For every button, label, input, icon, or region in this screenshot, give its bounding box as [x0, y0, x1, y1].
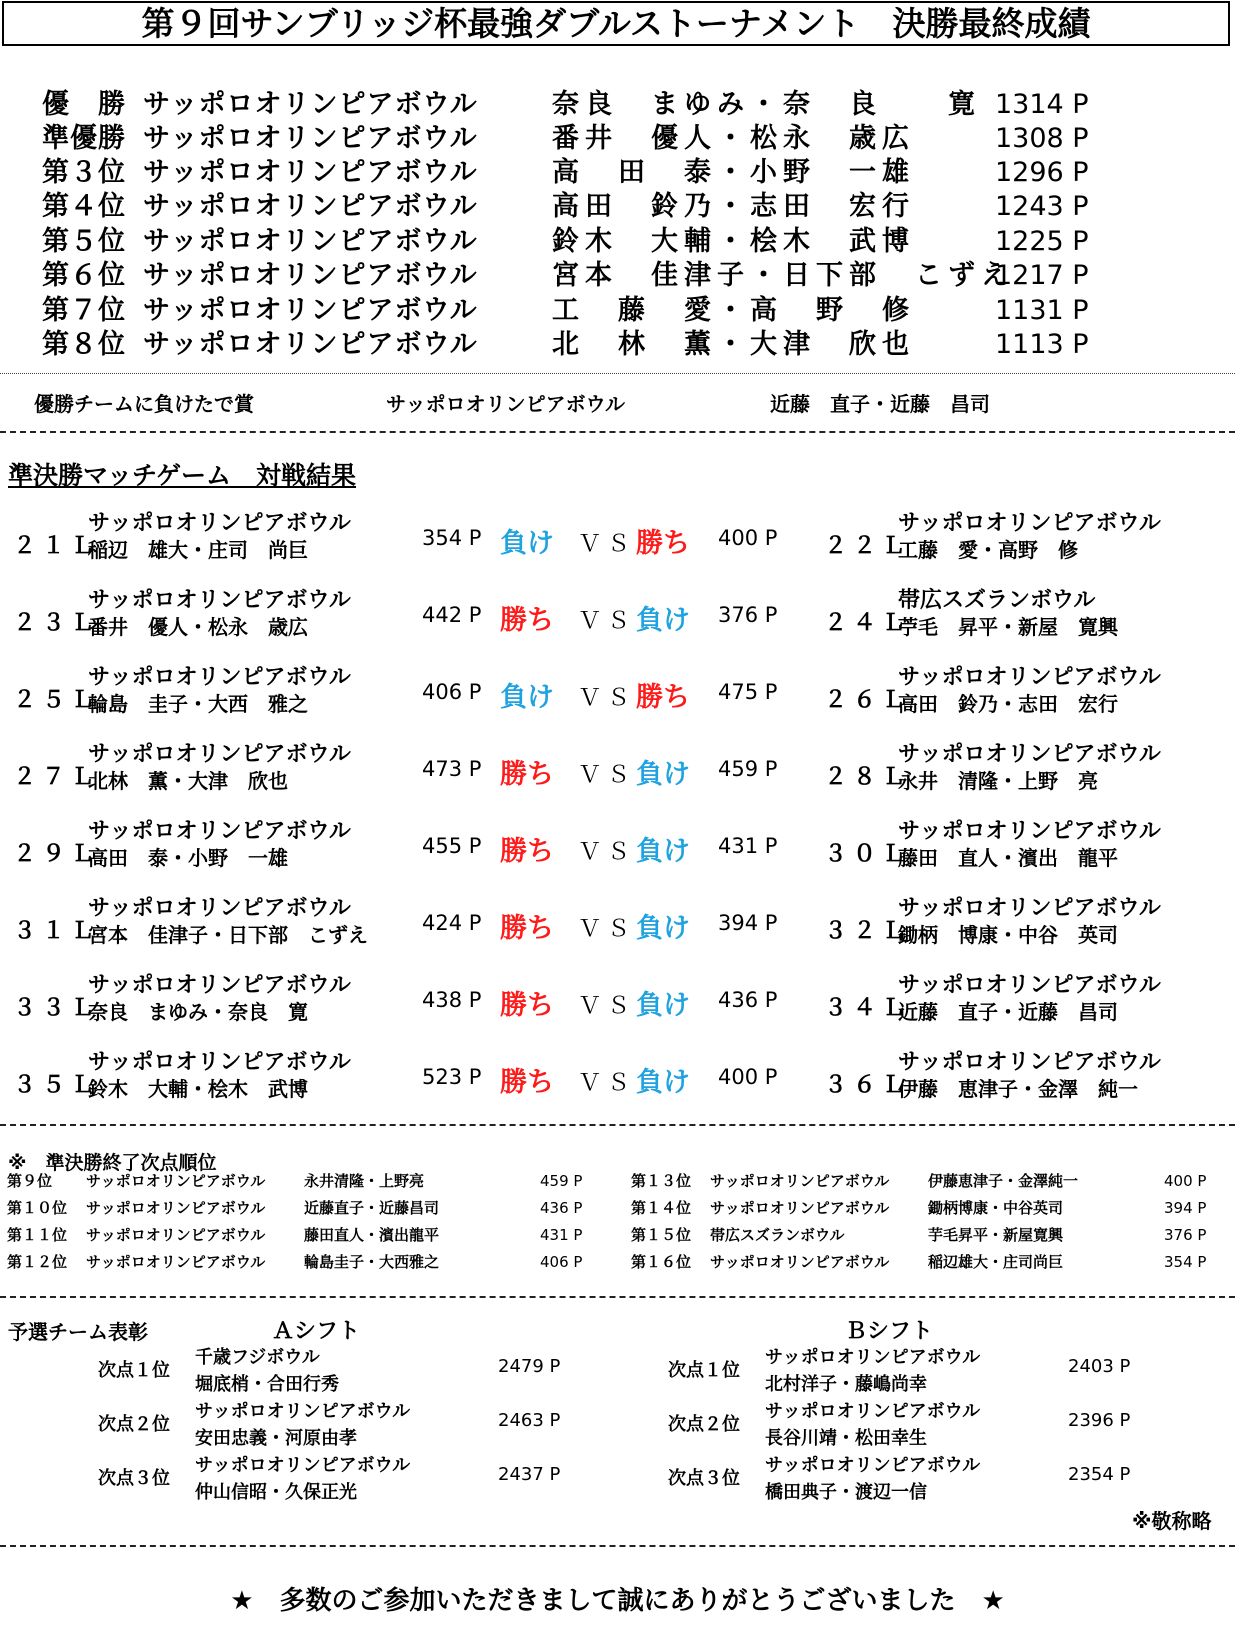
result-badge: 勝ち	[500, 1067, 554, 1098]
next-rank-position: 第１６位	[631, 1253, 692, 1271]
next-rank-score: 431 P	[540, 1226, 583, 1244]
final-team: サッポロオリンピアボウル	[143, 191, 478, 222]
result-badge: 負け	[636, 1067, 690, 1098]
divider	[0, 431, 1235, 433]
final-players: 工 藤 愛・高 野 修	[552, 295, 915, 326]
final-score: 1217 P	[995, 260, 1089, 291]
final-team: サッポロオリンピアボウル	[143, 329, 478, 360]
qualifier-players: 仲山信昭・久保正光	[195, 1482, 357, 1503]
qualifier-score: 2354 P	[1068, 1464, 1131, 1485]
next-rank-score: 459 P	[540, 1172, 583, 1190]
player-names: 近藤 直子・近藤 昌司	[898, 1000, 1118, 1024]
next-rank-position: 第９位	[7, 1172, 53, 1190]
score: 400 P	[718, 526, 778, 550]
honorific-note: ※敬称略	[1132, 1509, 1212, 1533]
score: 424 P	[422, 911, 482, 935]
player-names: 苧毛 昇平・新屋 寛興	[898, 615, 1118, 639]
final-score: 1243 P	[995, 191, 1089, 222]
lane-number: ３３Ｌ	[13, 995, 100, 1021]
result-badge: 負け	[500, 528, 554, 559]
score: 406 P	[422, 680, 482, 704]
result-badge: 勝ち	[500, 759, 554, 790]
player-names: 北林 薫・大津 欣也	[88, 769, 288, 793]
qualifier-rank: 次点２位	[668, 1414, 740, 1435]
next-rank-team: サッポロオリンピアボウル	[86, 1226, 266, 1244]
final-players: 鈴木 大輔・桧木 武博	[552, 226, 915, 257]
final-team: サッポロオリンピアボウル	[143, 157, 478, 188]
qualifier-rank: 次点１位	[98, 1360, 170, 1381]
shift-b-label: Ｂシフト	[845, 1319, 934, 1344]
next-rank-players: 近藤直子・近藤昌司	[304, 1199, 440, 1217]
final-result-row	[0, 88, 1235, 122]
next-rank-team: 帯広スズランボウル	[710, 1226, 845, 1244]
lane-number: ２６Ｌ	[824, 687, 911, 713]
qualifier-rank: 次点２位	[98, 1414, 170, 1435]
player-names: 高田 鈴乃・志田 宏行	[898, 692, 1118, 716]
final-team: サッポロオリンピアボウル	[143, 295, 478, 326]
final-rank: 第４位	[42, 191, 126, 222]
divider	[0, 1296, 1235, 1298]
final-players: 奈良 まゆみ・奈 良 寛	[552, 89, 981, 120]
team-name: サッポロオリンピアボウル	[88, 819, 351, 844]
divider	[0, 1545, 1235, 1547]
score: 442 P	[422, 603, 482, 627]
next-rank-team: サッポロオリンピアボウル	[86, 1172, 266, 1190]
team-name: サッポロオリンピアボウル	[898, 896, 1161, 921]
page-title: 第９回サンブリッジ杯最強ダブルストーナメント 決勝最終成績	[2, 1, 1230, 46]
team-name: 帯広スズランボウル	[898, 588, 1096, 613]
lane-number: ３０Ｌ	[824, 841, 911, 867]
player-names: 永井 清隆・上野 亮	[898, 769, 1098, 793]
next-rank-score: 400 P	[1164, 1172, 1207, 1190]
team-name: サッポロオリンピアボウル	[88, 665, 351, 690]
player-names: 番井 優人・松永 歳広	[88, 615, 308, 639]
match-row	[0, 814, 1235, 891]
result-badge: 負け	[636, 990, 690, 1021]
score: 438 P	[422, 988, 482, 1012]
qualifier-players: 長谷川靖・松田幸生	[765, 1428, 927, 1449]
vs-label: ＶＳ	[578, 839, 636, 865]
special-award-team: サッポロオリンピアボウル	[386, 392, 625, 416]
player-names: 鈴木 大輔・桧木 武博	[88, 1077, 308, 1101]
final-score: 1113 P	[995, 329, 1089, 360]
score: 376 P	[718, 603, 778, 627]
next-rank-score: 394 P	[1164, 1199, 1207, 1217]
team-name: サッポロオリンピアボウル	[898, 1050, 1161, 1075]
team-name: サッポロオリンピアボウル	[898, 973, 1161, 998]
next-rank-players: 伊藤恵津子・金澤純一	[928, 1172, 1079, 1190]
lane-number: ３５Ｌ	[13, 1072, 100, 1098]
result-badge: 負け	[500, 682, 554, 713]
next-rank-score: 376 P	[1164, 1226, 1207, 1244]
score: 473 P	[422, 757, 482, 781]
next-rank-team: サッポロオリンピアボウル	[710, 1172, 890, 1190]
result-badge: 負け	[636, 759, 690, 790]
final-rank: 第５位	[42, 226, 126, 257]
match-row	[0, 737, 1235, 814]
match-row	[0, 1045, 1235, 1122]
lane-number: ２５Ｌ	[13, 687, 100, 713]
lane-number: ３６Ｌ	[824, 1072, 911, 1098]
team-name: サッポロオリンピアボウル	[898, 819, 1161, 844]
qualifier-team: サッポロオリンピアボウル	[765, 1455, 981, 1476]
score: 431 P	[718, 834, 778, 858]
score: 459 P	[718, 757, 778, 781]
match-row	[0, 891, 1235, 968]
result-badge: 勝ち	[500, 836, 554, 867]
lane-number: ３２Ｌ	[824, 918, 911, 944]
result-badge: 負け	[636, 836, 690, 867]
lane-number: ２１Ｌ	[13, 533, 100, 559]
lane-number: ３１Ｌ	[13, 918, 100, 944]
divider	[0, 1124, 1235, 1126]
final-rank: 準優勝	[42, 123, 126, 154]
player-names: 稲辺 雄大・庄司 尚巨	[88, 538, 308, 562]
final-players: 高 田 泰・小野 一雄	[552, 157, 915, 188]
next-rank-players: 鋤柄博康・中谷英司	[928, 1199, 1064, 1217]
final-team: サッポロオリンピアボウル	[143, 89, 478, 120]
result-badge: 勝ち	[636, 682, 690, 713]
player-names: 鋤柄 博康・中谷 英司	[898, 923, 1118, 947]
next-rank-position: 第１３位	[631, 1172, 692, 1190]
special-award-label: 優勝チームに負けたで賞	[34, 392, 254, 416]
lane-number: ２８Ｌ	[824, 764, 911, 790]
match-row	[0, 660, 1235, 737]
shift-a-label: Ａシフト	[272, 1319, 361, 1344]
result-badge: 負け	[636, 913, 690, 944]
next-rank-team: サッポロオリンピアボウル	[710, 1253, 890, 1271]
final-rank: 第６位	[42, 260, 126, 291]
final-result-row	[0, 328, 1235, 362]
final-rank: 第７位	[42, 295, 126, 326]
next-rank-position: 第１１位	[7, 1226, 68, 1244]
final-players: 宮本 佳津子・日下部 こずえ	[552, 260, 1014, 291]
team-name: サッポロオリンピアボウル	[88, 896, 351, 921]
final-rank: 優 勝	[42, 89, 126, 120]
player-names: 伊藤 恵津子・金澤 純一	[898, 1077, 1138, 1101]
next-rank-team: サッポロオリンピアボウル	[86, 1199, 266, 1217]
next-rank-score: 406 P	[540, 1253, 583, 1271]
qualifier-score: 2463 P	[498, 1410, 561, 1431]
score: 354 P	[422, 526, 482, 550]
semifinal-heading: 準決勝マッチゲーム 対戦結果	[8, 461, 357, 490]
next-rank-players: 芋毛昇平・新屋寛興	[928, 1226, 1064, 1244]
lane-number: ２３Ｌ	[13, 610, 100, 636]
score: 394 P	[718, 911, 778, 935]
final-score: 1131 P	[995, 295, 1089, 326]
player-names: 藤田 直人・濱出 龍平	[898, 846, 1118, 870]
vs-label: ＶＳ	[578, 1070, 636, 1096]
match-row	[0, 506, 1235, 583]
final-result-row	[0, 259, 1235, 293]
next-rank-players: 藤田直人・濱出龍平	[304, 1226, 440, 1244]
qualifier-rank: 次点１位	[668, 1360, 740, 1381]
qualifier-team: サッポロオリンピアボウル	[195, 1455, 411, 1476]
final-team: サッポロオリンピアボウル	[143, 123, 478, 154]
final-result-row	[0, 225, 1235, 259]
qualifier-score: 2479 P	[498, 1356, 561, 1377]
qualifier-rank: 次点３位	[668, 1468, 740, 1489]
score: 455 P	[422, 834, 482, 858]
player-names: 宮本 佳津子・日下部 こずえ	[88, 923, 368, 947]
score: 475 P	[718, 680, 778, 704]
team-name: サッポロオリンピアボウル	[898, 511, 1161, 536]
lane-number: ３４Ｌ	[824, 995, 911, 1021]
player-names: 輪島 圭子・大西 雅之	[88, 692, 308, 716]
qualifier-score: 2396 P	[1068, 1410, 1131, 1431]
qualifier-players: 安田忠義・河原由孝	[195, 1428, 357, 1449]
special-award-players: 近藤 直子・近藤 昌司	[770, 392, 990, 416]
final-score: 1308 P	[995, 123, 1089, 154]
lane-number: ２４Ｌ	[824, 610, 911, 636]
next-rank-heading: ※ 準決勝終了次点順位	[8, 1152, 217, 1174]
final-score: 1225 P	[995, 226, 1089, 257]
match-row	[0, 968, 1235, 1045]
final-result-row	[0, 294, 1235, 328]
next-rank-position: 第１５位	[631, 1226, 692, 1244]
next-rank-players: 稲辺雄大・庄司尚巨	[928, 1253, 1064, 1271]
result-badge: 勝ち	[500, 990, 554, 1021]
vs-label: ＶＳ	[578, 993, 636, 1019]
next-rank-score: 354 P	[1164, 1253, 1207, 1271]
final-score: 1314 P	[995, 89, 1089, 120]
next-rank-score: 436 P	[540, 1199, 583, 1217]
qualifier-score: 2403 P	[1068, 1356, 1131, 1377]
final-team: サッポロオリンピアボウル	[143, 260, 478, 291]
qualifier-team: サッポロオリンピアボウル	[765, 1401, 981, 1422]
final-result-row	[0, 122, 1235, 156]
team-name: サッポロオリンピアボウル	[898, 742, 1161, 767]
lane-number: ２７Ｌ	[13, 764, 100, 790]
qualifier-players: 堀底梢・合田行秀	[195, 1374, 339, 1395]
footer-message: ★ 多数のご参加いただきまして誠にありがとうございました ★	[230, 1586, 1005, 1616]
result-badge: 負け	[636, 605, 690, 636]
next-rank-players: 永井清隆・上野亮	[304, 1172, 425, 1190]
vs-label: ＶＳ	[578, 608, 636, 634]
result-badge: 勝ち	[500, 913, 554, 944]
next-rank-position: 第１０位	[7, 1199, 68, 1217]
team-name: サッポロオリンピアボウル	[88, 973, 351, 998]
team-name: サッポロオリンピアボウル	[88, 742, 351, 767]
final-rank: 第３位	[42, 157, 126, 188]
match-row	[0, 583, 1235, 660]
final-score: 1296 P	[995, 157, 1089, 188]
final-players: 番井 優人・松永 歳広	[552, 123, 915, 154]
next-rank-team: サッポロオリンピアボウル	[86, 1253, 266, 1271]
next-rank-position: 第１２位	[7, 1253, 68, 1271]
vs-label: ＶＳ	[578, 685, 636, 711]
player-names: 工藤 愛・高野 修	[898, 538, 1078, 562]
score: 523 P	[422, 1065, 482, 1089]
result-badge: 勝ち	[636, 528, 690, 559]
vs-label: ＶＳ	[578, 762, 636, 788]
player-names: 高田 泰・小野 一雄	[88, 846, 288, 870]
qualifier-team: サッポロオリンピアボウル	[195, 1401, 411, 1422]
lane-number: ２２Ｌ	[824, 533, 911, 559]
qualifier-team: 千歳フジボウル	[195, 1347, 320, 1368]
final-result-row	[0, 190, 1235, 224]
qualifier-players: 北村洋子・藤嶋尚幸	[765, 1374, 927, 1395]
qualifier-heading: 予選チーム表彰	[8, 1320, 148, 1344]
result-badge: 勝ち	[500, 605, 554, 636]
qualifier-rank: 次点３位	[98, 1468, 170, 1489]
qualifier-score: 2437 P	[498, 1464, 561, 1485]
score: 436 P	[718, 988, 778, 1012]
final-result-row	[0, 156, 1235, 190]
next-rank-players: 輪島圭子・大西雅之	[304, 1253, 440, 1271]
vs-label: ＶＳ	[578, 916, 636, 942]
next-rank-position: 第１４位	[631, 1199, 692, 1217]
final-team: サッポロオリンピアボウル	[143, 226, 478, 257]
next-rank-team: サッポロオリンピアボウル	[710, 1199, 890, 1217]
player-names: 奈良 まゆみ・奈良 寛	[88, 1000, 308, 1024]
team-name: サッポロオリンピアボウル	[88, 588, 351, 613]
vs-label: ＶＳ	[578, 531, 636, 557]
qualifier-team: サッポロオリンピアボウル	[765, 1347, 981, 1368]
qualifier-players: 橋田典子・渡辺一信	[765, 1482, 927, 1503]
divider	[0, 373, 1235, 374]
team-name: サッポロオリンピアボウル	[88, 511, 351, 536]
final-players: 高田 鈴乃・志田 宏行	[552, 191, 915, 222]
team-name: サッポロオリンピアボウル	[88, 1050, 351, 1075]
score: 400 P	[718, 1065, 778, 1089]
team-name: サッポロオリンピアボウル	[898, 665, 1161, 690]
final-rank: 第８位	[42, 329, 126, 360]
lane-number: ２９Ｌ	[13, 841, 100, 867]
final-players: 北 林 薫・大津 欣也	[552, 329, 915, 360]
